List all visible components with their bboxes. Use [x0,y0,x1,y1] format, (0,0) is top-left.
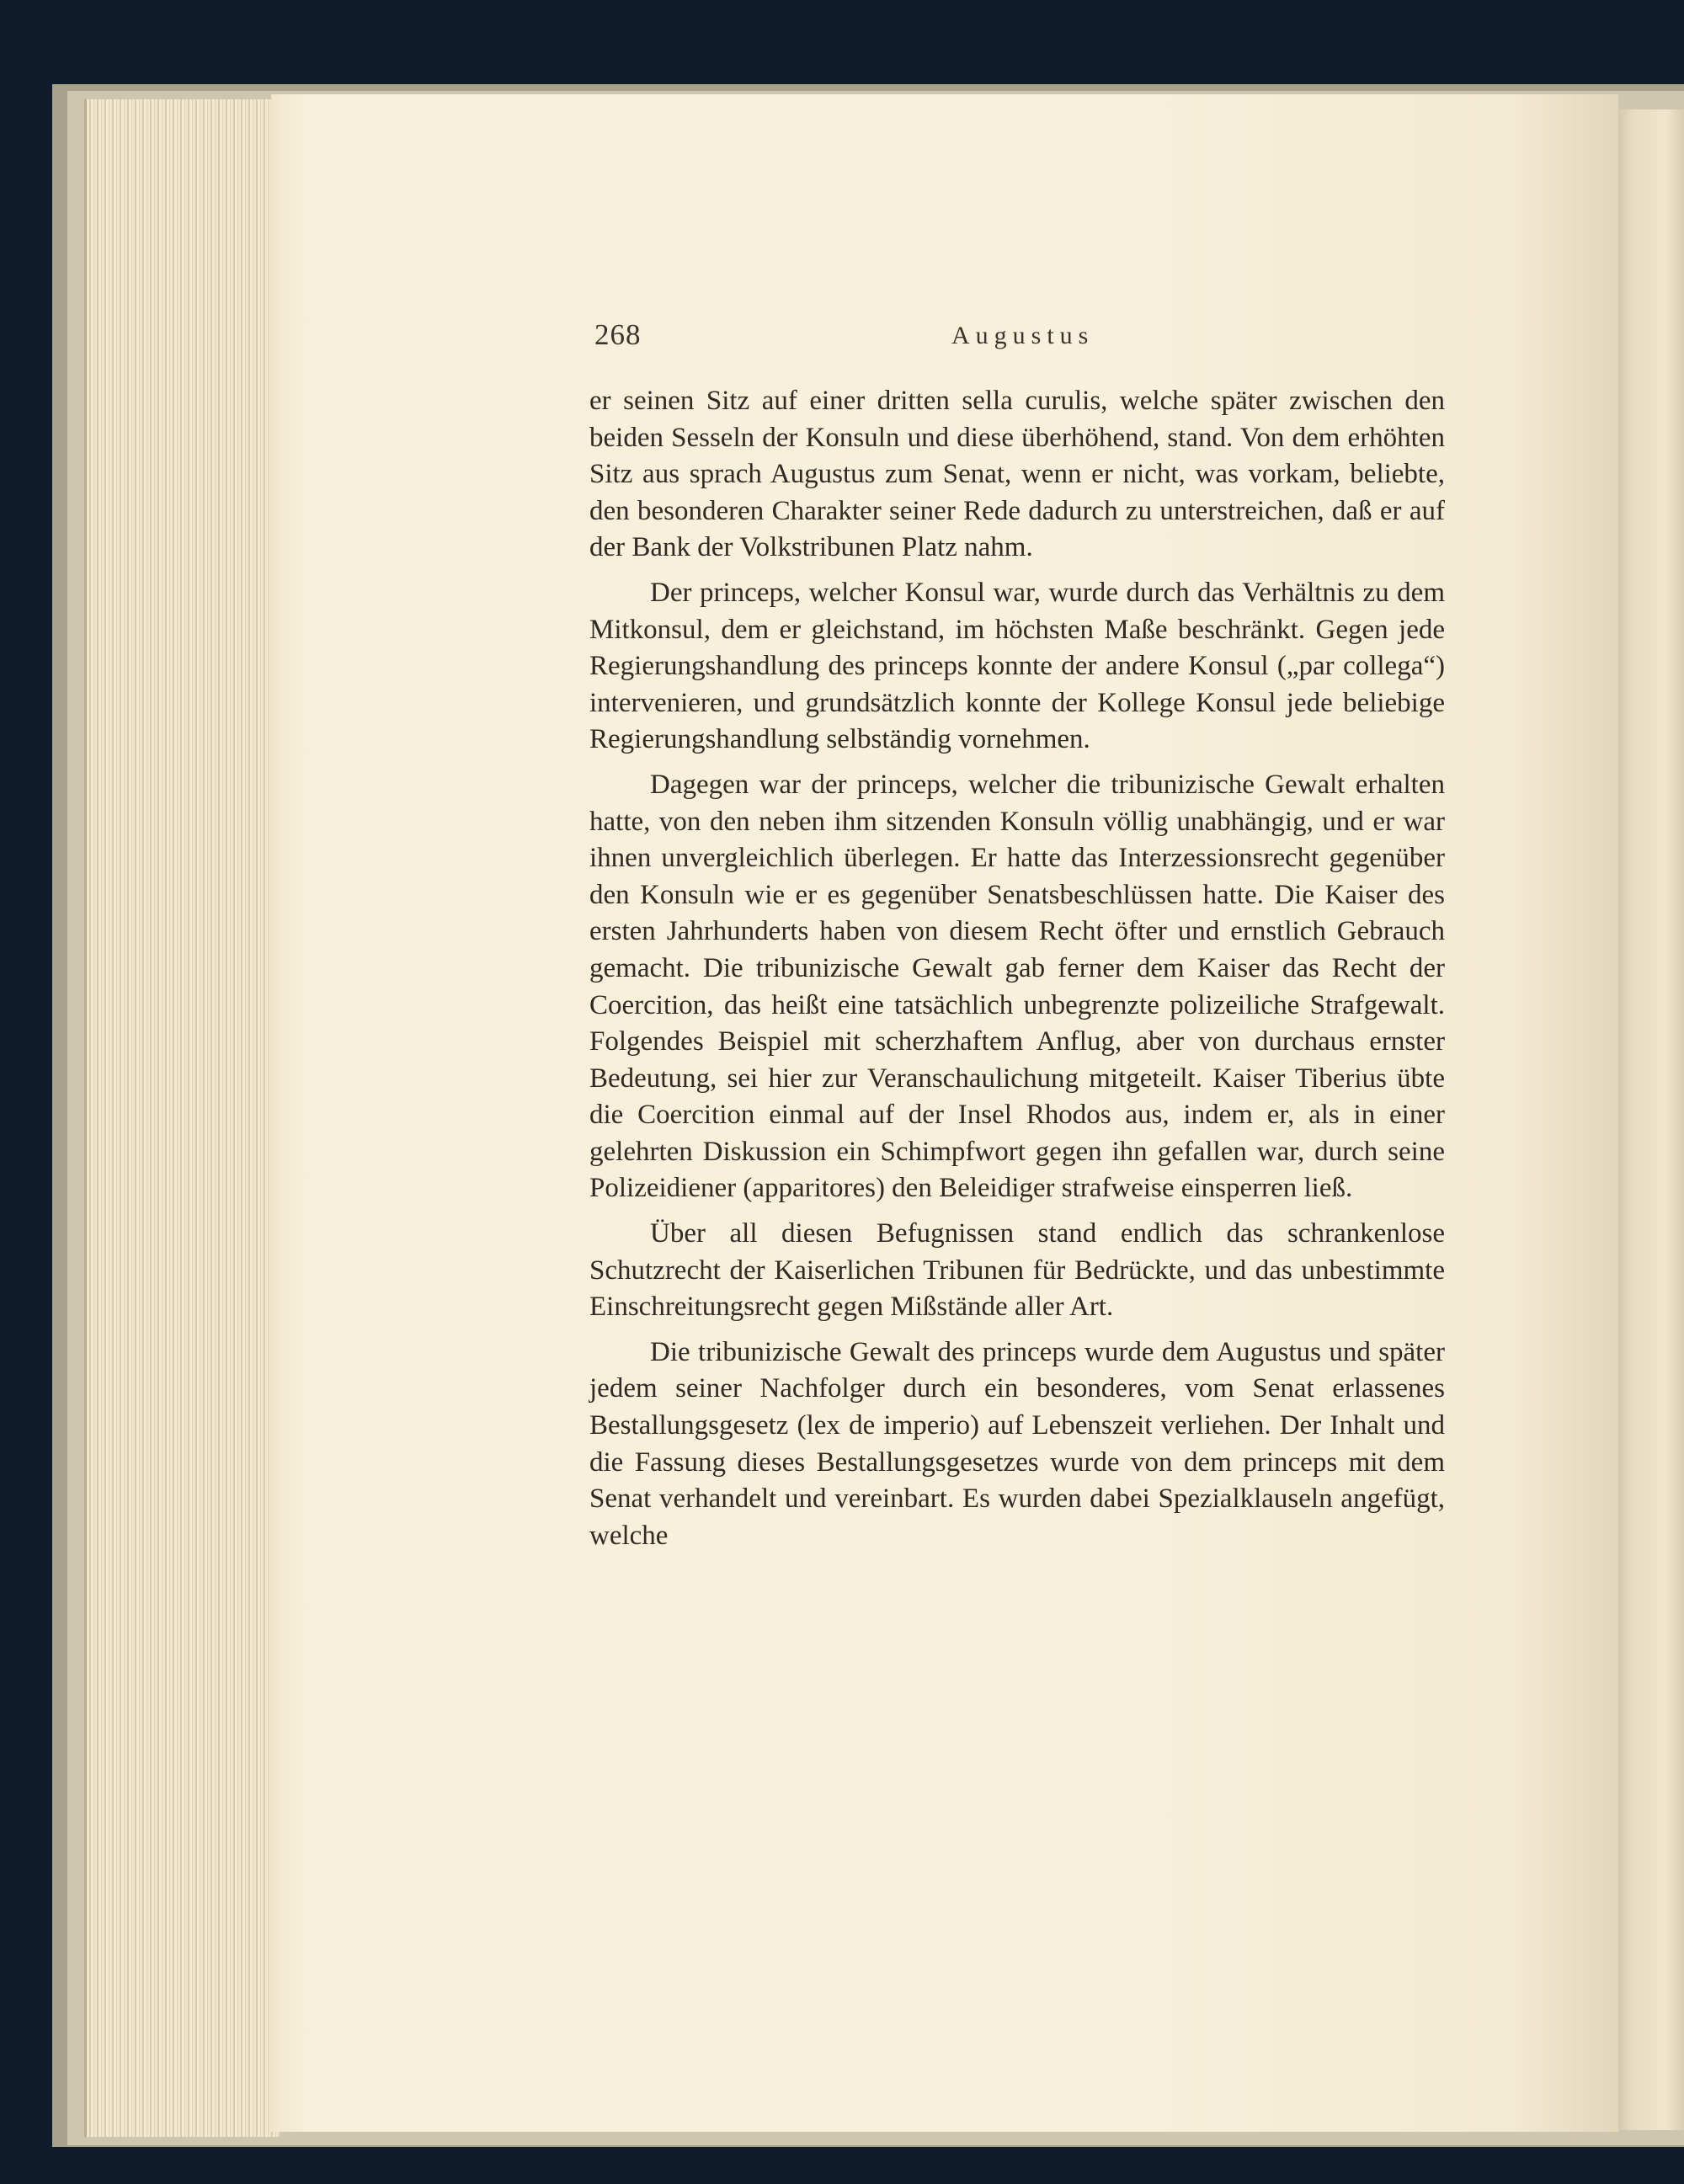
paragraph: Die tribunizische Gewalt des princeps wurde dem Augustus und später jedem seiner Nachfolger durch ein besonderes, vom Senat erlassenes Bestallungsgesetz (lex de imperio) auf Lebenszeit verliehen. Der Inhalt und die Fassung dieses Bestallungsgesetzes wurde von dem princeps mit dem Senat verhandelt und vereinbart. Es wurden dabei Spezialklauseln angefügt, welche [589,1336,1445,1551]
page-number: 268 [594,318,642,351]
paragraph: Über all diesen Befugnissen stand endlich das schrankenlose Schutzrecht der Kaiserlichen Tribunen für Bedrückte, und das unbestimmte Einschreitungsrecht gegen Mißstände aller Art. [589,1218,1445,1323]
body-text [589,383,1445,1563]
running-head [594,318,1445,369]
running-title: Augustus [951,322,1095,349]
page-stack-edges [84,99,280,2137]
paragraph: er seinen Sitz auf einer dritten sella curulis, welche später zwischen den beiden Sesseln der Konsuln und diese überhöhend, stand. Von dem erhöhten Sitz aus sprach Augustus zum Senat, wenn er nicht, was vorkam, beliebte, den besonderen Charakter seiner Rede dadurch zu unterstreichen, daß er auf der Bank der Volkstribunen Platz nahm. [589,386,1445,563]
right-page-edge [1615,109,1684,2130]
paragraph: Dagegen war der princeps, welcher die tribunizische Gewalt erhalten hatte, von den neben ihm sitzenden Konsuln völlig unabhängig, und er war ihnen unvergleichlich überlegen. Er hatte das Interzessionsrecht gegenüber den Konsuln wie er es gegenüber Senatsbeschlüssen hatte. Die Kaiser des ersten Jahrhunderts haben von diesem Recht öfter und ernstlich Gebrauch gemacht. Die tribunizische Gewalt gab ferner dem Kaiser das Recht der Coercition, das heißt eine tatsächlich unbegrenzte polizeiliche Strafgewalt. Folgendes Beispiel mit scherzhaftem Anflug, aber von durchaus ernster Bedeutung, sei hier zur Veranschaulichung mitgeteilt. Kaiser Tiberius übte die Coercition einmal auf der Insel Rhodos aus, indem er, als in einer gelehrten Diskussion ein Schimpfwort gegen ihn gefallen war, durch seine Polizeidiener (apparitores) den Beleidiger strafweise einsperren ließ. [589,769,1445,1204]
paragraph: Der princeps, welcher Konsul war, wurde durch das Verhältnis zu dem Mitkonsul, dem er gleichstand, im höchsten Maße beschränkt. Gegen jede Regierungshandlung des princeps konnte der andere Konsul („par collega“) intervenieren, und grundsätzlich konnte der Kollege Konsul jede beliebige Regierungshandlung selbständig vornehmen. [589,577,1445,755]
